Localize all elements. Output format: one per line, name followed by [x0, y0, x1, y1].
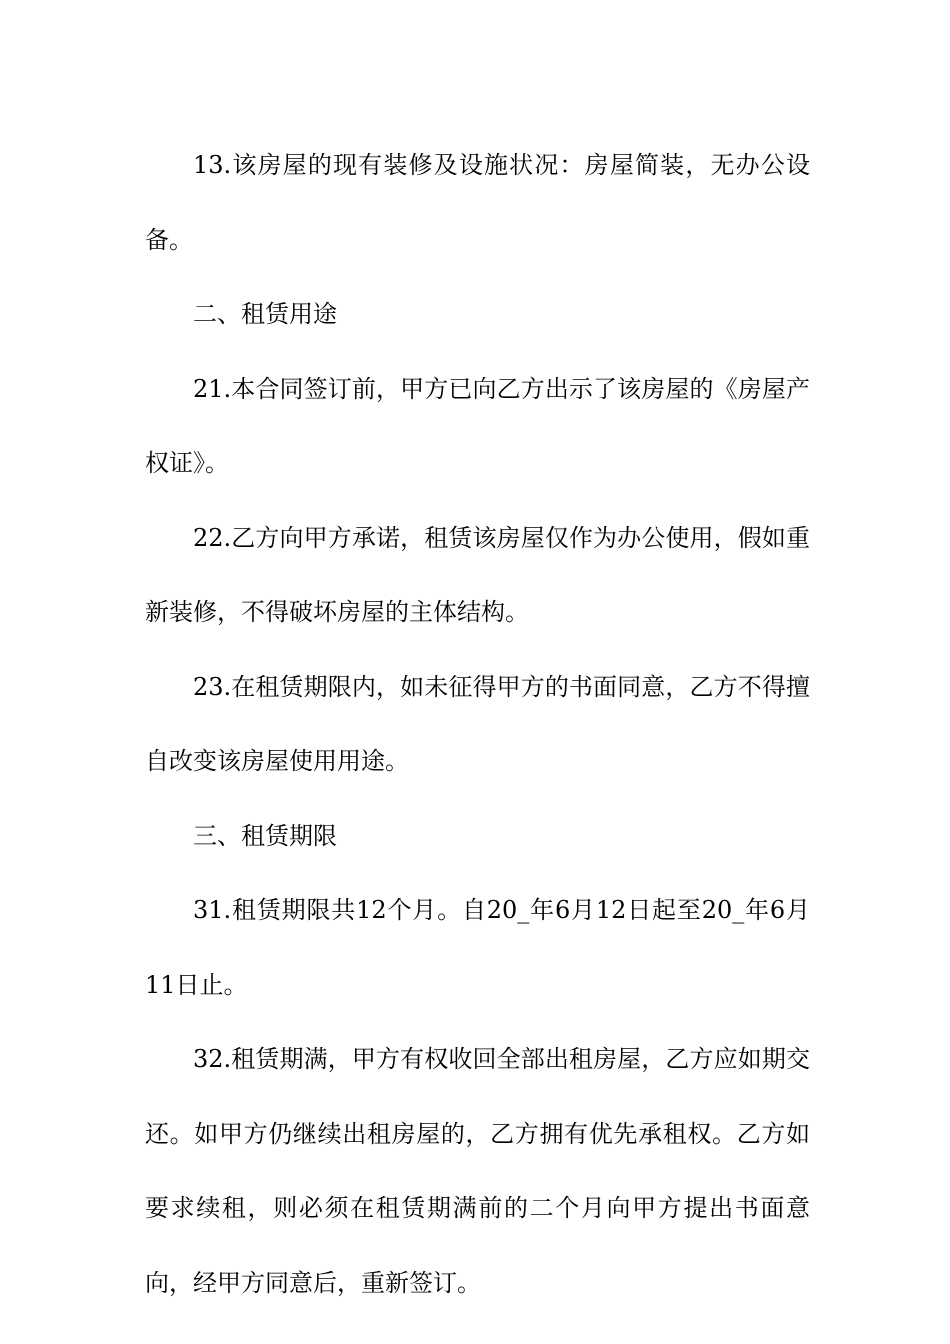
paragraph-21-property-certificate: 21.本合同签订前，甲方已向乙方出示了该房屋的《房屋产权证》。 [145, 374, 810, 477]
section-heading-lease-purpose: 二、租赁用途 [193, 300, 337, 328]
paragraph-32-lease-expiry: 32.租赁期满，甲方有权收回全部出租房屋，乙方应如期交还。如甲方仍继续出租房屋的，乙方拥有优先承租权。乙方如要求续租，则必须在租赁期满前的二个月向甲方提出书面意向，经甲方同意后，重新签订。 [145, 1045, 810, 1297]
paragraph-13-decoration: 13.该房屋的现有装修及设施状况：房屋简装，无办公设备。 [145, 151, 810, 254]
paragraph-31-lease-duration: 31.租赁期限共12个月。自20_年6月12日起至20_年6月11日止。 [145, 896, 810, 999]
section-heading-lease-term: 三、租赁期限 [193, 821, 337, 850]
paragraph-22-office-use: 22.乙方向甲方承诺，租赁该房屋仅作为办公使用，假如重新装修，不得破坏房屋的主体结构。 [145, 523, 810, 626]
paragraph-23-use-change: 23.在租赁期限内，如未征得甲方的书面同意，乙方不得擅自改变该房屋使用用途。 [145, 672, 810, 775]
document-body [145, 128, 810, 1320]
